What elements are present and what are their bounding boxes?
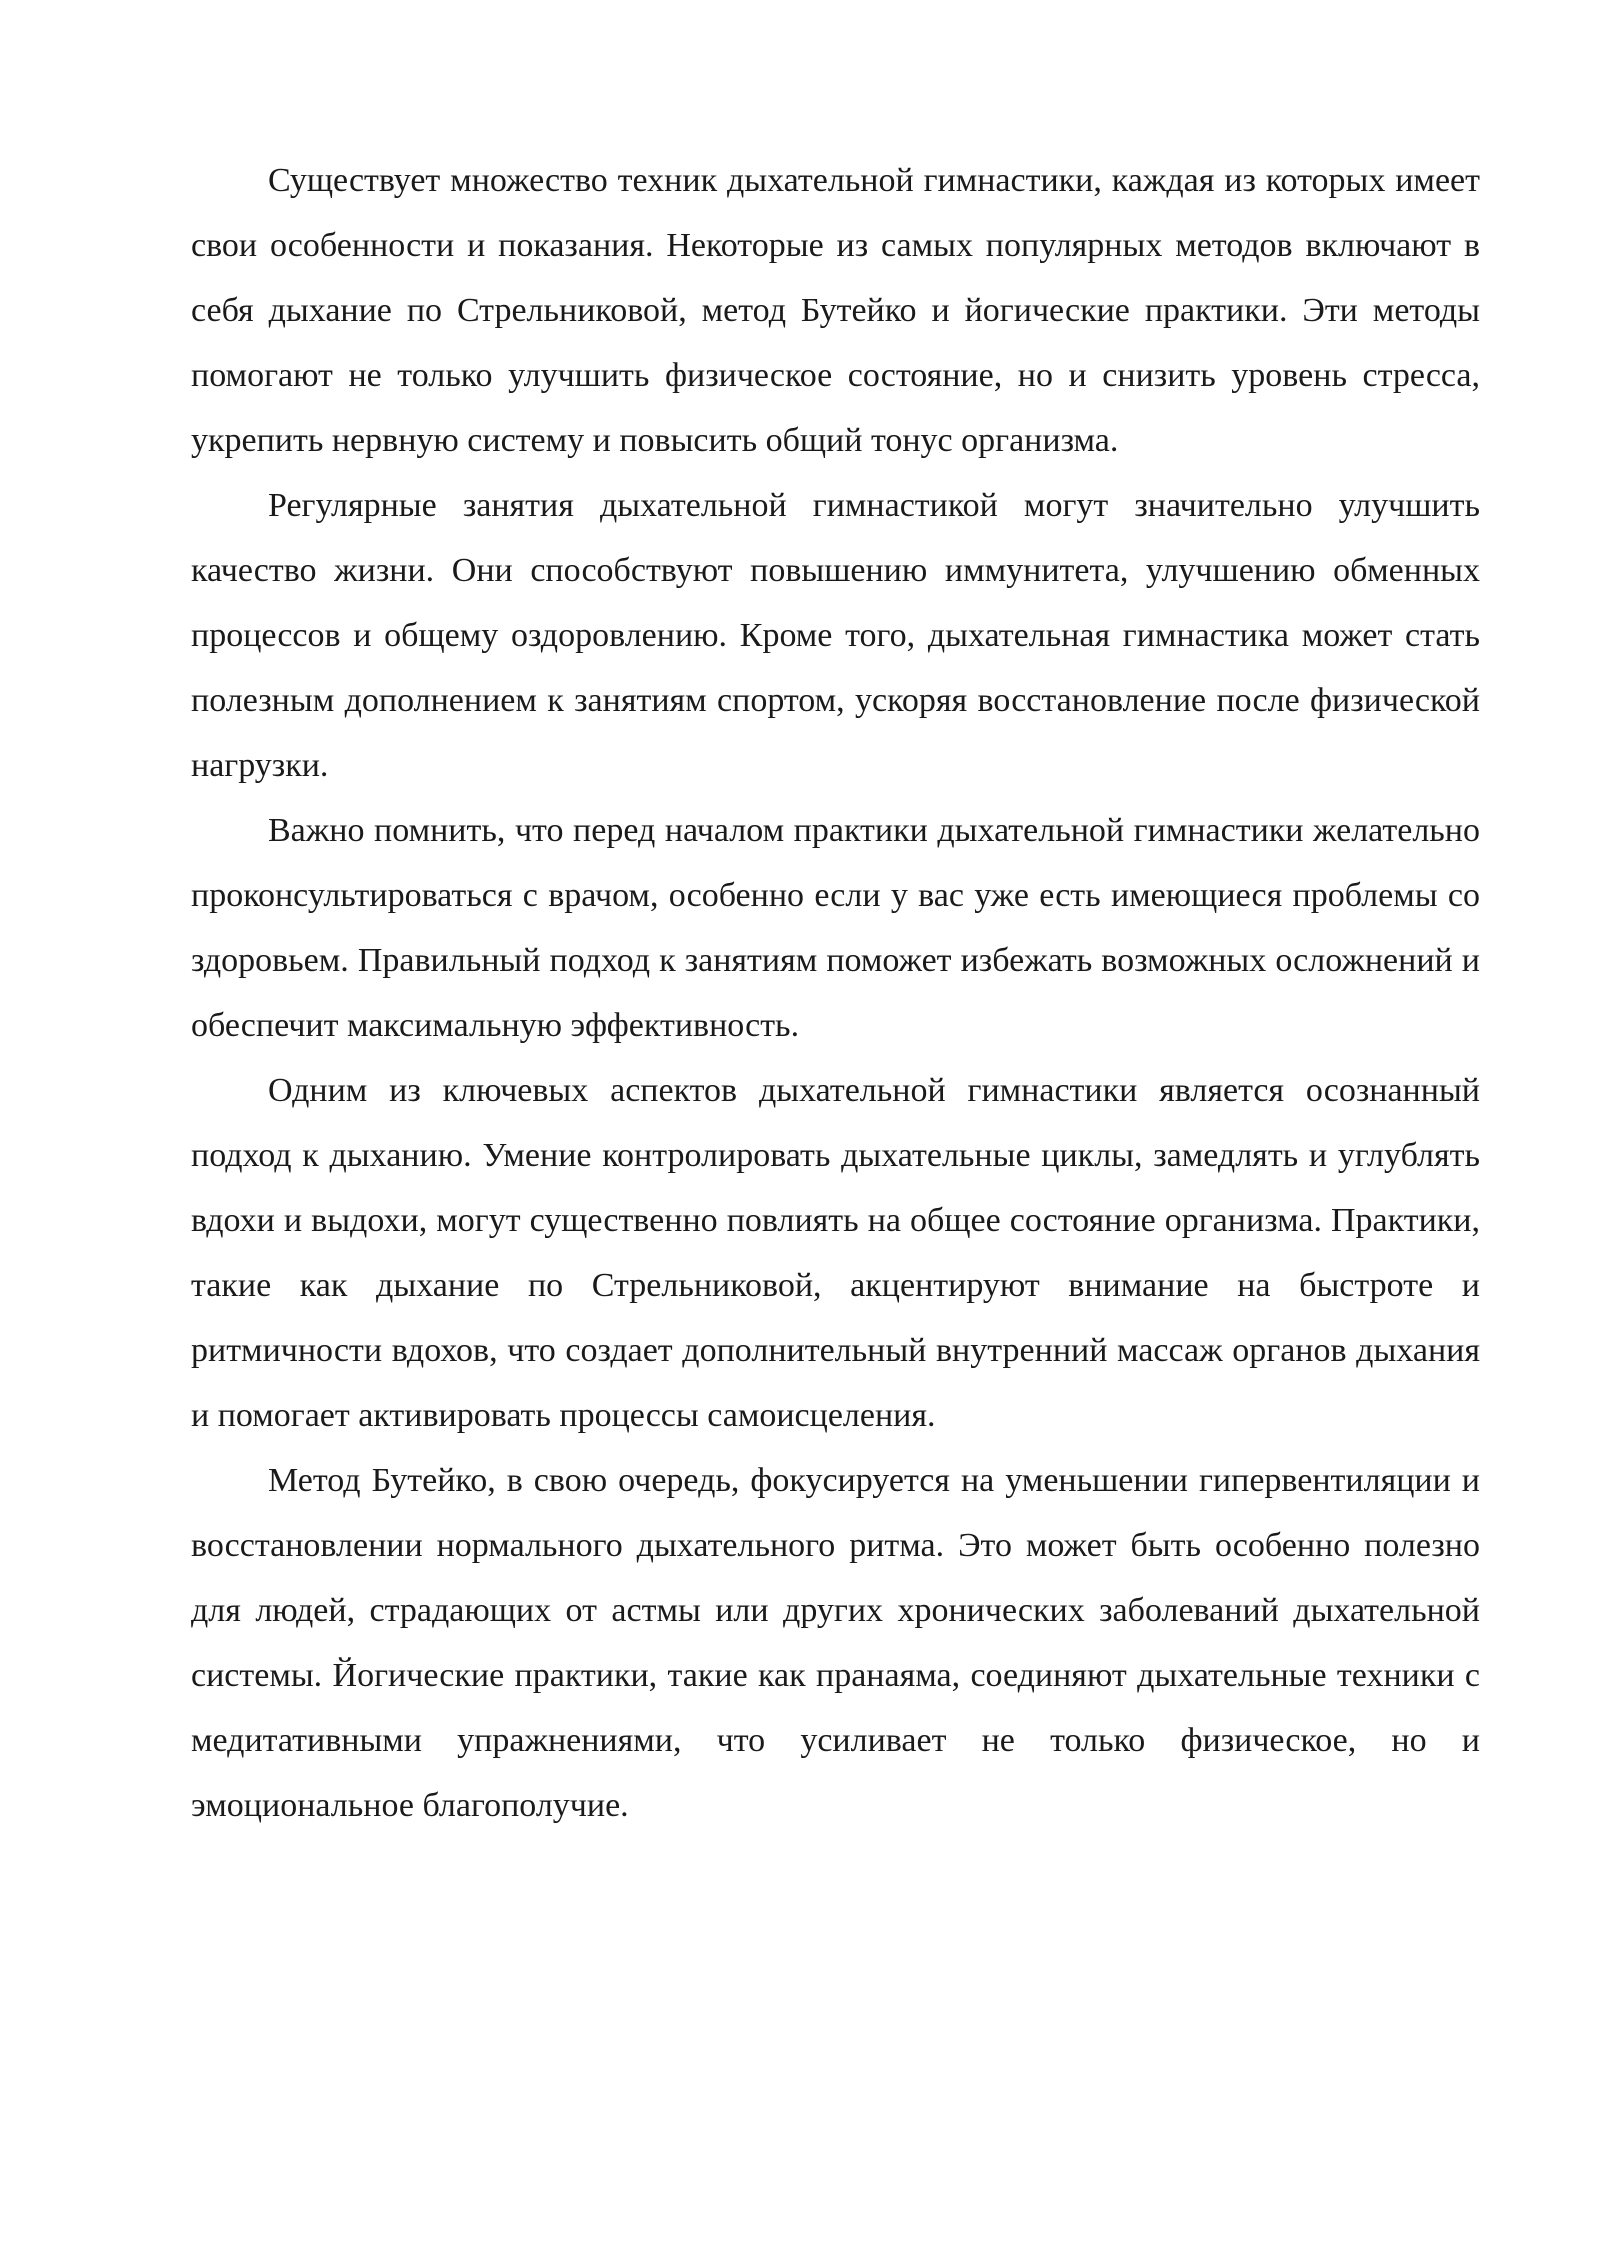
paragraph-conscious-breathing: Одним из ключевых аспектов дыхательной гимнастики является осознанный подход к дыханию. Умение контролировать дыхательные циклы, замедлять и углублять вдохи и выдохи, могут существенно повлиять на общее состояние организма. Практики, такие как дыхание по Стрельниковой, акцентируют внимание на быстроте и ритмичности вдохов, что создает дополнительный внутренний массаж органов дыхания и помогает активировать процессы самоисцеления. (191, 1072, 1480, 1434)
paragraph-breathing-techniques: Существует множество техник дыхательной гимнастики, каждая из которых имеет свои особенности и показания. Некоторые из самых популярных методов включают в себя дыхание по Стрельниковой, метод Бутейко и йогические практики. Эти методы помогают не только улучшить физическое состояние, но и снизить уровень стресса, укрепить нервную систему и повысить общий тонус организма. (191, 162, 1480, 459)
paragraph-doctor-consultation: Важно помнить, что перед началом практики дыхательной гимнастики желательно проконсультироваться с врачом, особенно если у вас уже есть имеющиеся проблемы со здоровьем. Правильный подход к занятиям поможет избежать возможных осложнений и обеспечит максимальную эффективность. (191, 812, 1480, 1044)
document-body (191, 148, 1480, 1838)
paragraph-buteyko-method: Метод Бутейко, в свою очередь, фокусируется на уменьшении гипервентиляции и восстановлении нормального дыхательного ритма. Это может быть особенно полезно для людей, страдающих от астмы или других хронических заболеваний дыхательной системы. Йогические практики, такие как пранаяма, соединяют дыхательные техники с медитативными упражнениями, что усиливает не только физическое, но и эмоциональное благополучие. (191, 1462, 1480, 1824)
paragraph-regular-practice: Регулярные занятия дыхательной гимнастикой могут значительно улучшить качество жизни. Они способствуют повышению иммунитета, улучшению обменных процессов и общему оздоровлению. Кроме того, дыхательная гимнастика может стать полезным дополнением к занятиям спортом, ускоряя восстановление после физической нагрузки. (191, 487, 1480, 784)
